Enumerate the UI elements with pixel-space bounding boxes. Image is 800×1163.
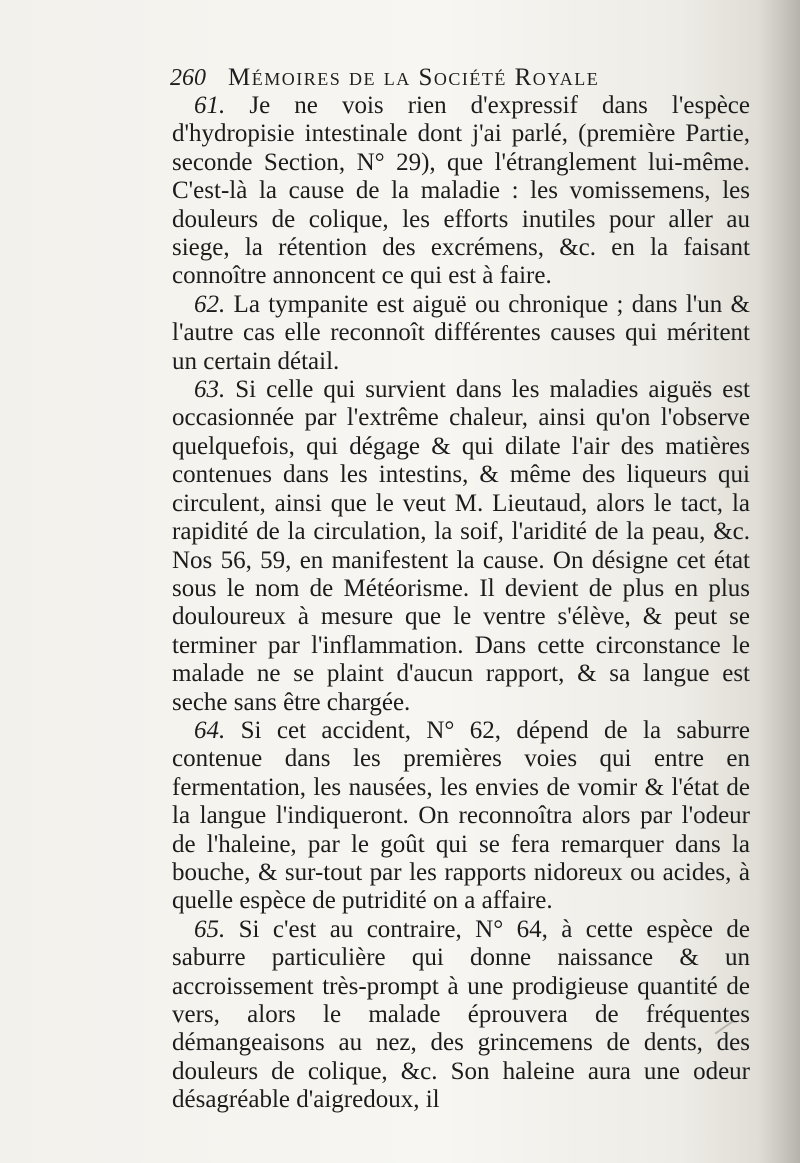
page-header [170,64,710,92]
paragraph-number: 64. [194,716,226,744]
paragraph-number: 63. [194,376,226,404]
paragraph-text: Si cet accident, N° 62, dépend de la saburre contenue dans les premières voies qui entre en fermentation, les nausées, les envies de vomir & l'état de la langue l'indiqueront. On reconnoîtra alors par l'odeur de l'haleine, par le goût qui se fera remarquer dans la bouche, & sur-tout par les rapports nidoreux ou acides, à quelle espèce de putridité on a affaire. [172,716,751,915]
paragraph-63 [172,376,750,717]
running-head: Mémoires de la Société Royale [228,64,600,91]
paragraph-text: La tympanite est aiguë ou chronique ; dans l'un & l'autre cas elle reconnoît différentes causes qui méritent un certain détail. [172,290,751,375]
paragraph-64 [172,717,750,916]
paragraph-text: Si c'est au contraire, N° 64, à cette espèce de saburre particulière qui donne naissance & un accroissement très-prompt à une prodigieuse quantité de vers, alors le malade éprouvera de fréquentes démangeaisons au nez, des grincemens de dents, des douleurs de colique, &c. Son haleine aura une odeur désagréable d'aigredoux, il [172,915,750,1114]
paragraph-number: 62. [194,290,226,318]
body-text [172,92,750,1115]
paragraph-65 [172,916,750,1115]
paragraph-62 [172,291,750,376]
paragraph-text: Si celle qui survient dans les maladies aiguës est occasionnée par l'extrême chaleur, ainsi qu'on l'observe quelquefois, qui dégage & qui dilate l'air des matières contenues dans les intestins, & même des liqueurs qui circulent, ainsi que le veut M. Lieutaud, alors le tact, la rapidité de la circulation, la soif, l'aridité de la peau, &c. Nos 56, 59, en manifestent la cause. On désigne cet état sous le nom de Météorisme. Il devient de plus en plus douloureux à mesure que le ventre s'élève, & peut se terminer par l'inflammation. Dans cette circonstance le malade ne se plaint d'aucun rapport, & sa langue est seche sans être chargée. [172,376,750,716]
paragraph-text: Je ne vois rien d'expressif dans l'espèce d'hydropisie intestinale dont j'ai parlé, (première Partie, seconde Section, N° 29), que l'étranglement lui-même. C'est-là la cause de la maladie : les vomissemens, les douleurs de colique, les efforts inutiles pour aller au siege, la rétention des excrémens, &c. en la faisant connoître annoncent ce qui est à faire. [172,92,750,290]
page-number: 260 [170,65,206,91]
paragraph-number: 61. [194,92,226,119]
page-edge-shadow [758,0,800,1163]
paragraph-61 [172,92,750,291]
paragraph-number: 65. [194,915,226,943]
